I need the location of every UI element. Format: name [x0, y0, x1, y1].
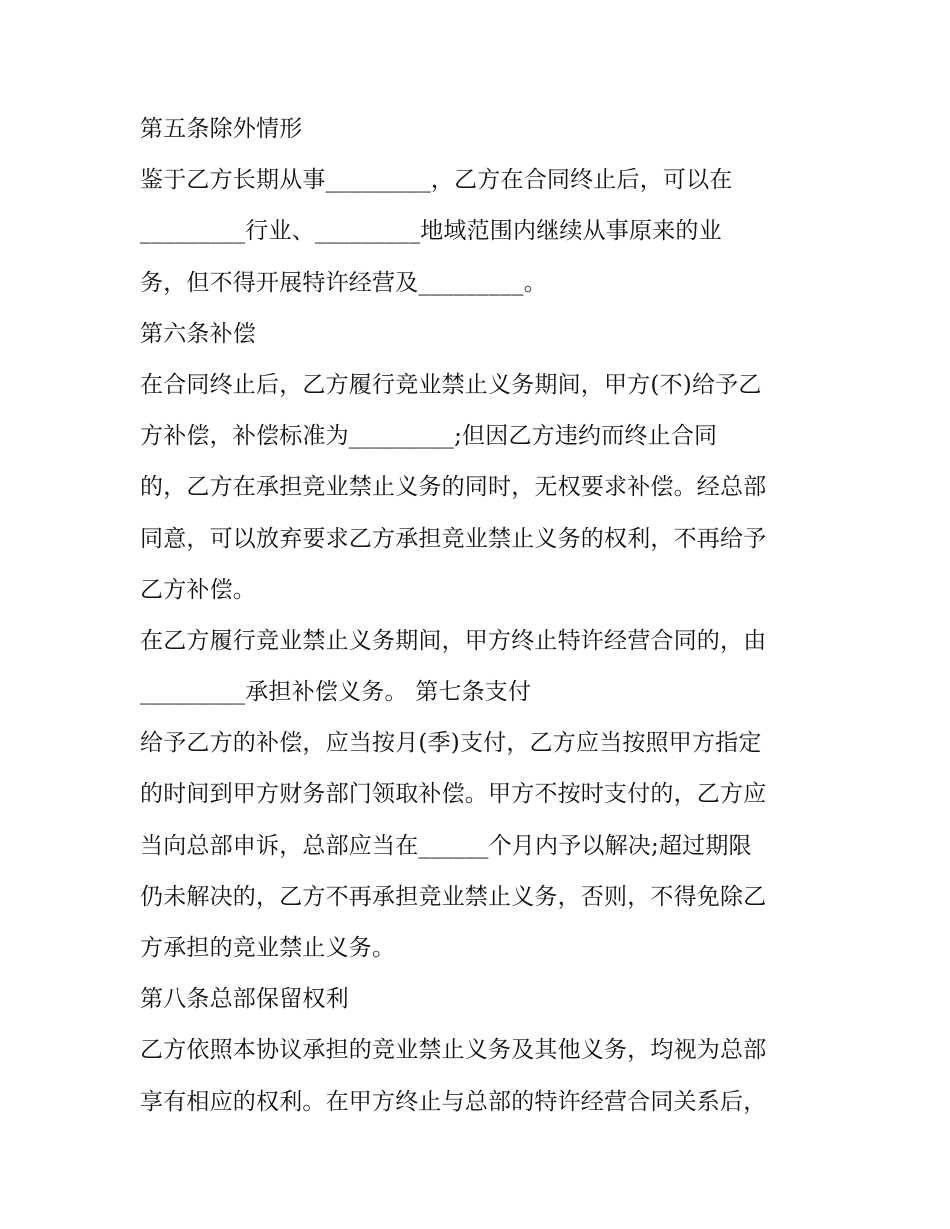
document-body: [140, 104, 820, 1128]
text-line: 享有相应的权利。在甲方终止与总部的特许经营合同关系后，: [140, 1088, 767, 1115]
text-line: 方承担的竞业禁止义务。: [140, 935, 396, 961]
text-line: 同意，可以放弃要求乙方承担竞业禁止义务的权利，不再给予: [140, 525, 767, 552]
text-line: 在乙方履行竞业禁止义务期间，甲方终止特许经营合同的，由: [140, 627, 767, 654]
text-line: 给予乙方的补偿，应当按月(季)支付，乙方应当按照甲方指定: [140, 730, 762, 757]
text-line: 鉴于乙方长期从事_________，乙方在合同终止后，可以在: [140, 167, 733, 194]
text-line: 的，乙方在承担竞业禁止义务的同时，无权要求补偿。经总部: [140, 474, 767, 501]
text-line: 务，但不得开展特许经营及_________。: [140, 269, 547, 296]
text-line: 仍未解决的，乙方不再承担竞业禁止义务，否则，不得免除乙: [140, 883, 767, 910]
section-heading-5: 第五条除外情形: [140, 116, 303, 142]
text-line: _________承担补偿义务。 第七条支付: [140, 679, 532, 706]
section-heading-8: 第八条总部保留权利: [140, 986, 349, 1013]
text-line: 乙方依照本协议承担的竞业禁止义务及其他义务，均视为总部: [140, 1037, 767, 1064]
text-line: _________行业、_________地域范围内继续从事原来的业: [140, 218, 722, 245]
text-line: 当向总部申诉，总部应当在______个月内予以解决;超过期限: [140, 832, 752, 859]
text-line: 乙方补偿。: [140, 576, 256, 603]
text-line: 方补偿，补偿标准为_________;但因乙方违约而终止合同: [140, 423, 718, 450]
section-heading-6: 第六条补偿: [140, 320, 256, 347]
text-line: 的时间到甲方财务部门领取补偿。甲方不按时支付的，乙方应: [140, 781, 767, 808]
text-line: 在合同终止后，乙方履行竞业禁止义务期间，甲方(不)给予乙: [140, 371, 762, 398]
